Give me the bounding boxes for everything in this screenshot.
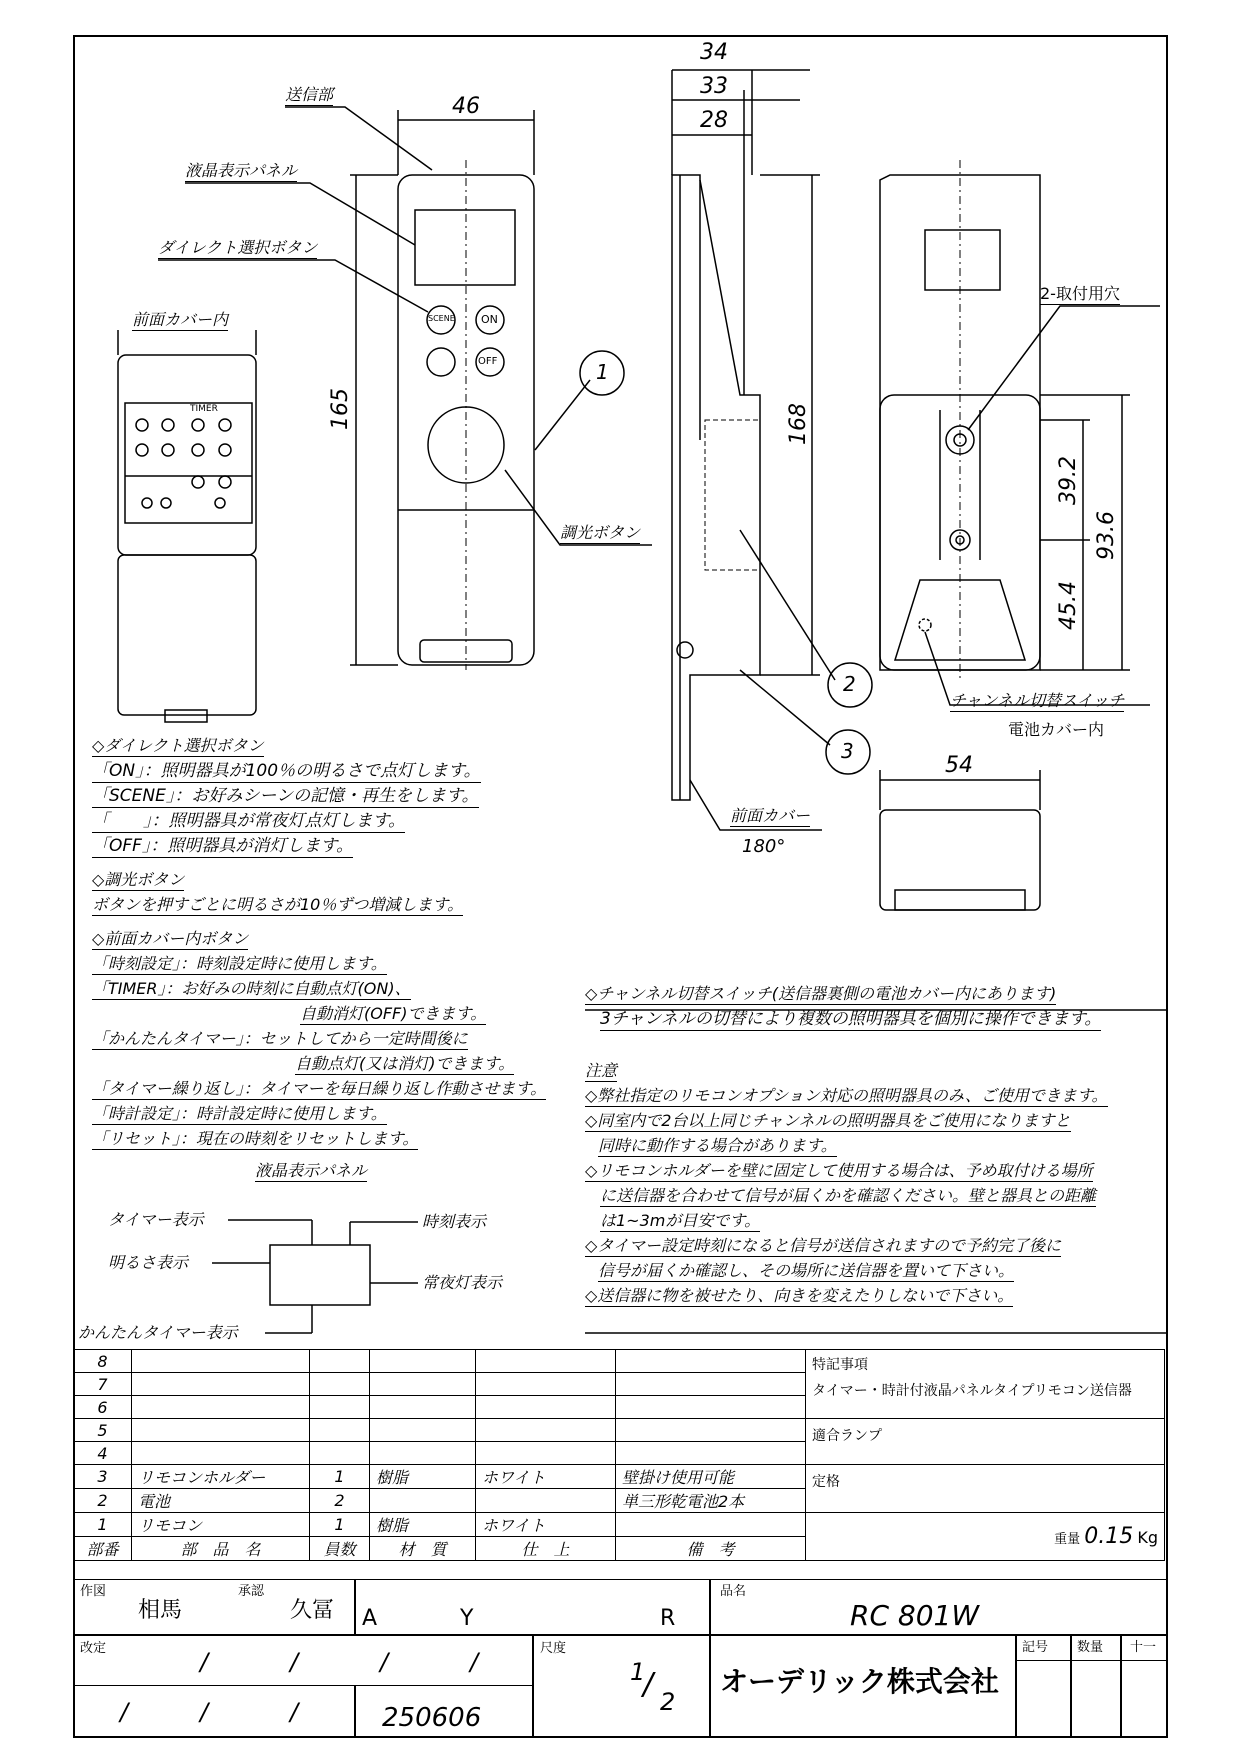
mounting-holes-label: 2-取付用穴 <box>1040 284 1120 303</box>
timer-text: TIMER <box>190 404 218 414</box>
note-right-11: ◇送信器に物を被せたり、向きを変えたりしないで下さい。 <box>585 1286 1014 1305</box>
dim-165: 165 <box>328 388 353 430</box>
angle-label: 180° <box>742 836 786 857</box>
rev-slash-7: / <box>290 1698 299 1726</box>
dim-28: 28 <box>700 108 728 133</box>
lcd-window <box>415 210 515 285</box>
lcd-title: 液晶表示パネル <box>255 1161 368 1180</box>
dimmer-button-label: 調光ボタン <box>560 523 641 542</box>
symbol-label: 記号 <box>1022 1640 1049 1655</box>
date: 250606 <box>382 1703 482 1733</box>
table-row: 7 <box>74 1373 1165 1396</box>
scale-label: 尺度 <box>540 1641 567 1656</box>
callout-1: 1 <box>596 360 609 384</box>
note-right-2: 注意 <box>585 1061 618 1080</box>
approved-label: 承認 <box>238 1584 265 1599</box>
easy-timer-display-label: かんたんタイマー表示 <box>78 1323 238 1342</box>
weight-cell: 重量 0.15 Kg <box>806 1513 1165 1561</box>
note-right-4: ◇同室内で2台以上同じチャンネルの照明器具をご使用になりますと <box>585 1111 1071 1130</box>
note-right-5: 同時に動作する場合があります。 <box>598 1136 837 1155</box>
front-cover-label: 前面カバー <box>730 806 811 825</box>
direct-button-label: ダイレクト選択ボタン <box>158 238 318 257</box>
approved-by: 久冨 <box>290 1598 335 1623</box>
callout-2: 2 <box>843 672 856 696</box>
rating-cell: 定格 <box>806 1465 1165 1513</box>
rev-slash-3: / <box>380 1648 389 1676</box>
product-label: 品名 <box>720 1584 747 1599</box>
note-right-0: ◇チャンネル切替スイッチ(送信器裏側の電池カバー内にあります) <box>585 984 1057 1003</box>
dim-45-4: 45.4 <box>1056 581 1081 630</box>
table-row: 5 適合ランプ <box>74 1419 1165 1442</box>
special-notes-cell: 特記事項 タイマー・時計付液晶パネルタイプリモコン送信器 <box>806 1350 1165 1419</box>
off-button-text: OFF <box>478 356 498 367</box>
note-left-7: ◇前面カバー内ボタン <box>92 929 249 948</box>
timer-display-label: タイマー表示 <box>108 1210 204 1229</box>
table-row: 1 リモコン 1 樹脂 ホワイト 重量 0.15 Kg <box>74 1513 1165 1537</box>
note-left-13: 「タイマー繰り返し」：タイマーを毎日繰り返し作動させます。 <box>92 1079 547 1098</box>
note-left-12: 自動点灯(又は消灯)できます。 <box>295 1054 515 1073</box>
note-left-4: 「OFF」：照明器具が消灯します。 <box>92 836 354 856</box>
note-left-2: 「SCENE」：お好みシーンの記憶・再生をします。 <box>92 786 479 806</box>
scale-num: 1 <box>630 1658 646 1686</box>
dim-39-2: 39.2 <box>1056 456 1081 505</box>
lamp-cell: 適合ランプ <box>806 1419 1165 1465</box>
scale-slash: / <box>643 1667 654 1702</box>
drawn-by: 相馬 <box>138 1598 183 1623</box>
drawn-label: 作図 <box>80 1584 107 1599</box>
dim-46: 46 <box>452 94 480 119</box>
note-left-11: 「かんたんタイマー」：セットしてから一定時間後に <box>92 1029 468 1048</box>
transmitter-label: 送信部 <box>285 85 334 104</box>
rev-slash-5: / <box>120 1698 129 1726</box>
dim-93-6: 93.6 <box>1094 511 1119 560</box>
note-left-6: ボタンを押すごとに明るさが10％ずつ増減します。 <box>92 895 464 914</box>
rev-slash-2: / <box>290 1648 299 1676</box>
qty-label: 数量 <box>1077 1640 1104 1655</box>
callout-3: 3 <box>841 739 854 763</box>
clock-display-label: 時刻表示 <box>422 1212 487 1231</box>
note-right-1: 3チャンネルの切替により複数の照明器具を個別に操作できます。 <box>600 1009 1102 1029</box>
dim-168: 168 <box>786 403 811 445</box>
note-left-14: 「時計設定」：時計設定時に使用します。 <box>92 1104 387 1123</box>
lcd-diagram <box>270 1245 370 1305</box>
product-name: RC 801W <box>850 1599 980 1632</box>
note-left-1: 「ON」：照明器具が100％の明るさで点灯します。 <box>92 761 481 781</box>
on-button-text: ON <box>481 313 498 326</box>
rev-slash-6: / <box>200 1698 209 1726</box>
lcd-panel-label: 液晶表示パネル <box>185 161 298 180</box>
note-right-10: 信号が届くか確認し、その場所に送信器を置いて下さい。 <box>598 1261 1015 1280</box>
table-row: 3 リモコンホルダー 1 樹脂 ホワイト 壁掛け使用可能 定格 <box>74 1465 1165 1489</box>
table-row: 4 <box>74 1442 1165 1465</box>
note-left-3: 「 」：照明器具が常夜灯点灯します。 <box>92 811 406 831</box>
channel-switch-label: チャンネル切替スイッチ <box>950 691 1125 710</box>
rev-slash-4: / <box>470 1648 479 1676</box>
dim-34: 34 <box>700 40 728 65</box>
grade-y: Y <box>460 1606 474 1631</box>
note-right-3: ◇弊社指定のリモコンオプション対応の照明器具のみ、ご使用できます。 <box>585 1086 1108 1105</box>
plus-minus-label: 十一 <box>1130 1640 1157 1655</box>
parts-table <box>73 1349 1165 1561</box>
night-button-shape <box>427 348 455 376</box>
note-right-6: ◇リモコンホルダーを壁に固定して使用する場合は、予め取付ける場所 <box>585 1161 1093 1180</box>
revision-label: 改定 <box>80 1641 107 1656</box>
night-light-display-label: 常夜灯表示 <box>422 1273 503 1292</box>
note-right-8: は1~3mが目安です。 <box>600 1211 761 1230</box>
table-row: 2 電池 2 単三形乾電池2本 <box>74 1489 1165 1513</box>
note-left-5: ◇調光ボタン <box>92 870 185 889</box>
battery-cover-label: 電池カバー内 <box>1008 720 1105 739</box>
grade-r: R <box>660 1606 676 1631</box>
brightness-display-label: 明るさ表示 <box>108 1253 189 1272</box>
scene-button-text: SCENE <box>428 314 455 323</box>
note-left-9: 「TIMER」：お好みの時刻に自動点灯(ON)、 <box>92 979 411 998</box>
table-header: 部番 部 品 名 員数 材 質 仕 上 備 考 <box>74 1537 1165 1561</box>
note-right-7: に送信器を合わせて信号が届くかを確認ください。壁と器具との距離 <box>600 1186 1097 1205</box>
note-left-0: ◇ダイレクト選択ボタン <box>92 736 264 755</box>
note-right-9: ◇タイマー設定時刻になると信号が送信されますので予約完了後に <box>585 1236 1061 1255</box>
note-left-15: 「リセット」：現在の時刻をリセットします。 <box>92 1129 419 1148</box>
note-left-10: 自動消灯(OFF)できます。 <box>300 1004 487 1023</box>
dim-54: 54 <box>945 753 973 778</box>
grade-a: A <box>362 1606 378 1631</box>
note-left-8: 「時刻設定」：時刻設定時に使用します。 <box>92 954 387 973</box>
bottom-view <box>880 810 1040 910</box>
scale-den: 2 <box>660 1688 676 1716</box>
table-row: 8 特記事項 タイマー・時計付液晶パネルタイプリモコン送信器 <box>74 1350 1165 1373</box>
remote-side-body <box>672 175 760 800</box>
company-name: オーデリック株式会社 <box>720 1665 999 1698</box>
front-cover-inside-label: 前面カバー内 <box>132 310 229 329</box>
dim-33: 33 <box>700 74 728 99</box>
table-row: 6 <box>74 1396 1165 1419</box>
rev-slash-1: / <box>200 1648 209 1676</box>
